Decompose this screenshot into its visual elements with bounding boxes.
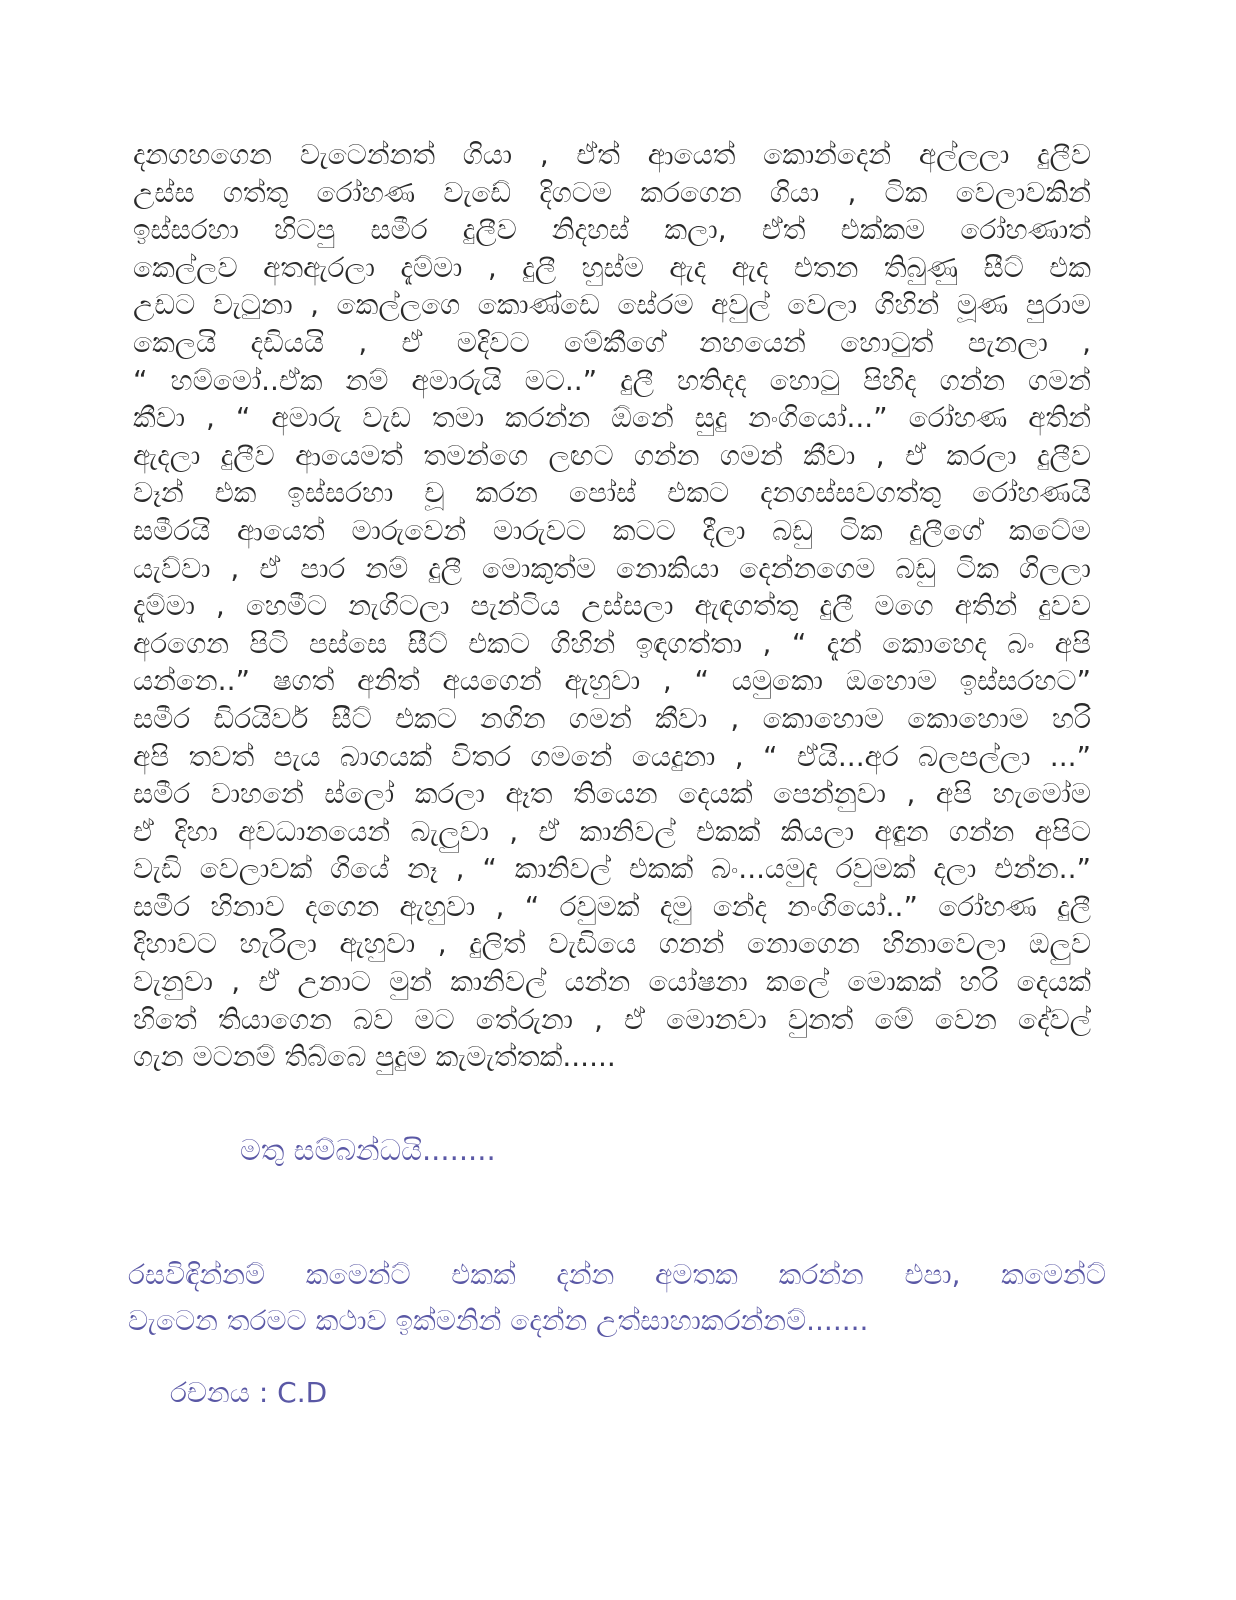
story-line: දනගහගෙන වැටෙන්නත් ගියා , ඒත් ආයෙත් කොන්දෙන් අල්ලලා දුලීව bbox=[133, 138, 1091, 171]
story-paragraph bbox=[133, 136, 1091, 1076]
story-line: වෑන් එක ඉස්සරහා චූ කරන පෝස් එකට දනගස්සවගත්තු රෝහණයි bbox=[133, 476, 1091, 510]
author-credit: රචනය : C.D bbox=[170, 1376, 328, 1409]
story-line: සමීරයි ආයෙත් මාරුවෙන් මාරුවට කටට දීලා බඩු ටික දුලීගේ කටේම bbox=[133, 513, 1091, 547]
story-line: වැඩි වෙලාවක් ගියේ නෑ , “ කානිවල් එකක් බං...යමුද රවුමක් දලා එන්න..” bbox=[133, 852, 1091, 886]
story-line: හිතේ තියාගෙන බව මට තේරුනා , ඒ මොනවා වුනත් මේ වෙන දේවල් bbox=[133, 1002, 1091, 1036]
story-line: සමීර වාහනේ ස්ලෝ කරලා ඈත තියෙන දෙයක් පෙන්නුවා , අපි හැමෝම bbox=[133, 777, 1091, 811]
continuation-note: මතු සම්බන්ධයි........ bbox=[240, 1133, 496, 1167]
story-line: කෙලයි දඩියයි , ඒ මදිවට මේකීගේ නහයෙන් හොටුත් පැනලා , bbox=[133, 325, 1091, 359]
story-line: දිහාවට හැරිලා ඇහුවා , දුලිත් වැඩියෙ ගනන් නොගෙන හිනාවෙලා ඔලුව bbox=[133, 927, 1091, 961]
story-line: වැනුවා , ඒ උනාට මුන් කානිවල් යන්න යෝෂනා කලේ මොකක් හරි දෙයක් bbox=[133, 965, 1091, 999]
story-line: ඉස්සරහා හිටපු සමීර දුලීව නිදහස් කලා, ඒත් එක්කම රෝහණාත් bbox=[133, 213, 1091, 247]
story-line: අපි තවත් පැය බාගයක් විතර ගමනේ යෙදුනා , “ ඒයි...අර බලපල්ලා ...” bbox=[133, 739, 1091, 773]
story-line: උඩට වැටුනා , කෙල්ලගෙ කොණ්ඩෙ සේරම අවුල් වෙලා ගිහින් මූණ පුරාම bbox=[133, 288, 1091, 322]
story-line: ඒ දිහා අවධානයෙන් බැලුවා , ඒ කානිවල් එකක් කියලා අඳුන ගන්න අපිට bbox=[133, 814, 1091, 848]
comment-request-note bbox=[128, 1252, 1106, 1344]
story-line: උස්ස ගත්තු රෝහණ වැඩේ දිගටම කරගෙන ගියා , ටික වෙලාවකින් bbox=[133, 175, 1091, 209]
story-line: යැව්වා , ඒ පාර නම් දුලී මොකුත්ම නොකියා දෙන්නගෙම බඩු ටික ගිලලා bbox=[133, 551, 1091, 585]
comment-request-line: වැටෙන තරමට කථාව ඉක්මනින් දෙන්න උත්සාහාකරන්නම්....... bbox=[128, 1304, 869, 1337]
story-line: කීවා , “ අමාරු වැඩ තමා කරන්න ඕනේ සුදු නංගියෝ...” රෝහණ අතින් bbox=[133, 401, 1091, 435]
story-line: දැම්මා , හෙමීට නැගිටලා පැන්ටිය උස්සලා ඇඳගත්තු දුලී මගෙ අතින් දුවව bbox=[133, 589, 1091, 623]
story-line: ගැන මටනම් තිබ්බෙ පුදුම කැමැත්තක්...... bbox=[133, 1040, 616, 1074]
story-line: යන්නෙ..” ෂගත් අනිත් අයගෙන් ඇහුවා , “ යමුකො ඔහොම ඉස්සරහට” bbox=[133, 664, 1091, 698]
story-line: “ හම්මෝ..ඒක නම් අමාරුයි මට..” දුලී හතිදද හොටු පිහිද ගන්න ගමන් bbox=[133, 363, 1091, 397]
story-line: ඇදලා දුලීව ආයෙමත් තමන්ගෙ ලඟට ගන්න ගමන් කීවා , ඒ කරලා දුලීව bbox=[133, 438, 1091, 472]
story-line: අරගෙන පිටි පස්සෙ සීට් එකට ගිහින් ඉඳගත්තා , “ දැන් කොහෙද බං අපි bbox=[133, 626, 1091, 660]
story-line: සමීර ඩිරයිවර් සීට් එකට නගින ගමන් කීවා , කොහොම කොහොම හරි bbox=[133, 701, 1091, 735]
comment-request-line: රසවිඳින්නම් කමෙන්ට් එකක් දන්න අමතක කරන්න එපා, කමෙන්ට් bbox=[128, 1258, 1106, 1291]
story-line: කෙල්ලව අතඇරලා දැම්මා , දුලී හුස්ම ඇද ඇද එතන තිබුණු සීට් එක bbox=[133, 250, 1091, 284]
story-line: සමීර හිනාව දගෙන ඇහුවා , “ රවුමක් දමු නේද නංගියෝ..” රෝහණ දුලී bbox=[133, 889, 1091, 923]
